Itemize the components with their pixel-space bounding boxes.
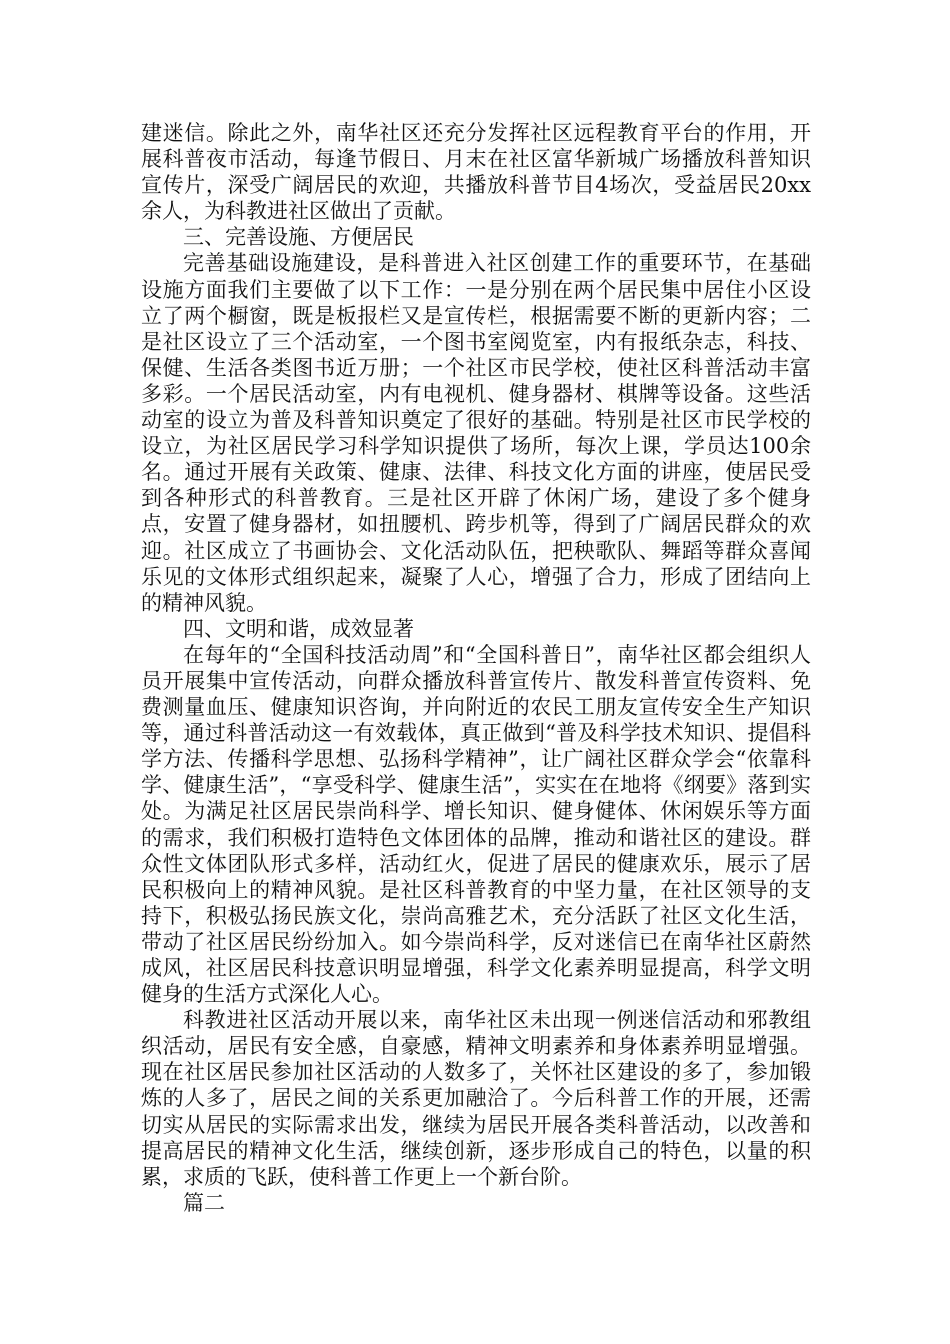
section-heading-harmony: 四、文明和谐，成效显著 [183,616,414,641]
paragraph-summary: 科教进社区活动开展以来，南华社区未出现一例迷信活动和邪教组织活动，居民有安全感，自豪感，精神文明素养和身体素养明显增强。现在社区居民参加社区活动的人数多了，关怀社区建设的多了，参加锻炼的人多了，居民之间的关系更加融洽了。今后科普工作的开展，还需切实从居民的实际需求出发，继续为居民开展各类科普活动，以改善和提高居民的精神文化生活，继续创新，逐步形成自己的特色，以量的积累，求质的飞跃，使科普工作更上一个新台阶。 [141,1008,811,1189]
paragraph-harmony: 在每年的“全国科技活动周”和“全国科普日”，南华社区都会组织人员开展集中宣传活动，向群众播放科普宣传片、散发科普宣传资料、免费测量血压、健康知识咨询，并向附近的农民工朋友宣传安全生产知识等，通过科普活动这一有效载体，真正做到“普及科学技术知识、提倡科学方法、传播科学思想、弘扬科学精神”，让广阔社区群众学会“依靠科学、健康生活”，“享受科学、健康生活”，实实在在地将《纲要》落到实处。为满足社区居民崇尚科学、增长知识、健身健体、休闲娱乐等方面的需求，我们积极打造特色文体团体的品牌，推动和谐社区的建设。群众性文体团队形式多样，活动红火，促进了居民的健康欢乐，展示了居民积极向上的精神风貌。是社区科普教育的中坚力量，在社区领导的支持下，积极弘扬民族文化，崇尚高雅艺术，充分活跃了社区文化生活，带动了社区居民纷纷加入。如今崇尚科学，反对迷信已在南华社区蔚然成风，社区居民科技意识明显增强，科学文化素养明显提高，科学文明健身的生活方式深化人心。 [141,642,811,1007]
paragraph-intro-continuation: 建迷信。除此之外，南华社区还充分发挥社区远程教育平台的作用，开展科普夜市活动，每逢节假日、月末在社区富华新城广场播放科普知识宣传片，深受广阔居民的欢迎，共播放科普节目4场次，受益居民20xx余人，为科教进社区做出了贡献。 [141,121,811,224]
section-heading-facilities: 三、完善设施、方便居民 [183,225,414,250]
paragraph-facilities: 完善基础设施建设，是科普进入社区创建工作的重要环节，在基础设施方面我们主要做了以下工作：一是分别在两个居民集中居住小区设立了两个橱窗，既是板报栏又是宣传栏，根据需要不断的更新内容；二是社区设立了三个活动室，一个图书室阅览室，内有报纸杂志，科技、保健、生活各类图书近万册；一个社区市民学校，使社区科普活动丰富多彩。一个居民活动室，内有电视机、健身器材、棋牌等设备。这些活动室的设立为普及科普知识奠定了很好的基础。特别是社区市民学校的设立，为社区居民学习科学知识提供了场所，每次上课，学员达100余名。通过开展有关政策、健康、法律、科技文化方面的讲座，使居民受到各种形式的科普教育。三是社区开辟了休闲广场，建设了多个健身点，安置了健身器材，如扭腰机、跨步机等，得到了广阔居民群众的欢迎。社区成立了书画协会、文化活动队伍，把秧歌队、舞蹈等群众喜闻乐见的文体形式组织起来，凝聚了人心，增强了合力，形成了团结向上的精神风貌。 [141,251,811,615]
document-body [141,120,811,1216]
section-heading-part-two: 篇二 [183,1190,225,1215]
